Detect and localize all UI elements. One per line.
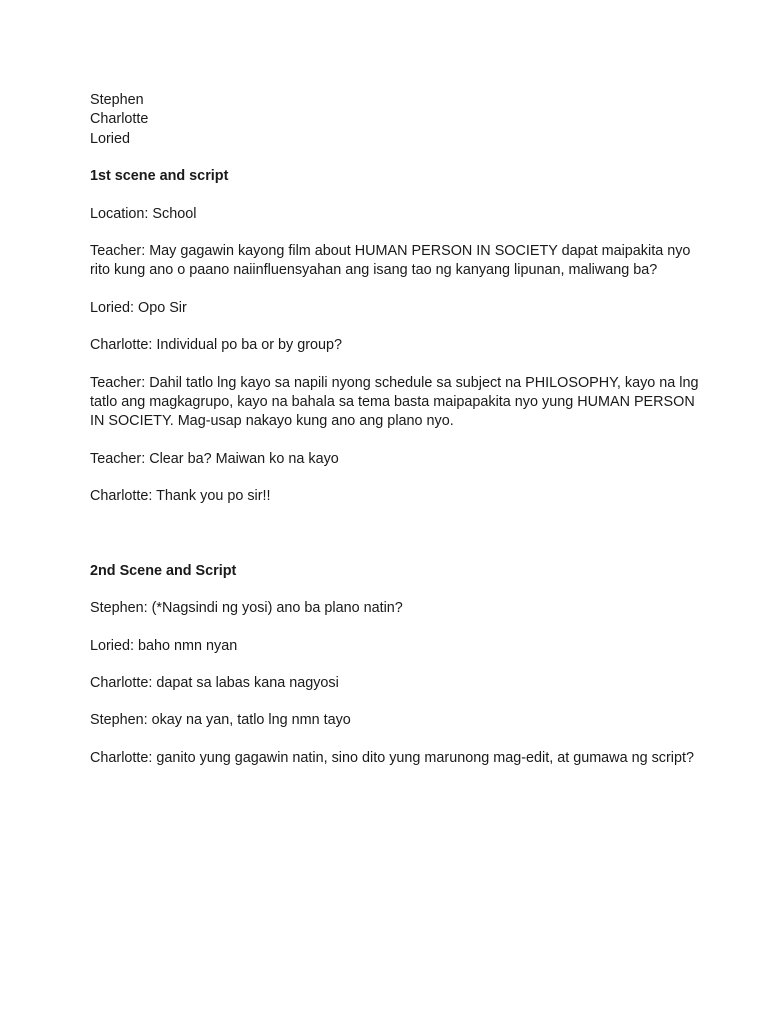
script-text: rito kung ano o paano naiinfluensyahan ang isang tao ng kanyang lipunan, maliwang ba? (90, 262, 658, 279)
script-text: Teacher: Clear ba? Maiwan ko na kayo (90, 450, 339, 467)
script-line (90, 487, 680, 506)
script-text: Charlotte: Thank you po sir!! (90, 488, 271, 505)
cast-name: Stephen (90, 92, 144, 108)
scene1-location (90, 205, 680, 224)
script-line (90, 637, 680, 656)
script-line (90, 711, 680, 730)
scene-separator (90, 507, 680, 544)
script-line (90, 242, 691, 281)
scene2-heading: 2nd Scene and Script (90, 562, 237, 579)
cast-list (90, 91, 680, 149)
script-text: Loried: Opo Sir (90, 299, 187, 316)
script-line (90, 599, 680, 618)
cast-name: Charlotte (90, 111, 149, 128)
script-line (90, 336, 680, 355)
script-text: Charlotte: Individual po ba or by group? (90, 337, 342, 354)
script-text: Teacher: May gagawin kayong film about HUMAN PERSON IN SOCIETY dapat maipakita nyo (90, 243, 691, 260)
scene1-heading: 1st scene and script (90, 168, 229, 185)
script-text: tatlo ang magkagrupo, kayo na bahala sa tema basta maipapakita nyo yung HUMAN PERSON (90, 394, 695, 411)
script-line (90, 749, 694, 768)
script-line (90, 674, 680, 693)
location-text: Location: School (90, 205, 197, 222)
script-text: Stephen: okay na yan, tatlo lng nmn tayo (90, 712, 351, 729)
document-body (90, 91, 699, 786)
script-text: Charlotte: ganito yung gagawin natin, sino dito yung marunong mag-edit, at gumawa ng script? (90, 749, 694, 766)
script-text: Charlotte: dapat sa labas kana nagyosi (90, 674, 339, 691)
script-text: IN SOCIETY. Mag-usap nakayo kung ano ang plano nyo. (90, 413, 454, 430)
cast-name: Loried (90, 130, 131, 147)
script-text: Teacher: Dahil tatlo lng kayo sa napili nyong schedule sa subject na PHILOSOPHY, kayo na lng (90, 374, 699, 391)
script-line (90, 450, 680, 469)
script-line (90, 374, 699, 432)
script-text: Stephen: (*Nagsindi ng yosi) ano ba plano natin? (90, 600, 403, 617)
script-line (90, 299, 680, 318)
script-text: Loried: baho nmn nyan (90, 637, 238, 654)
